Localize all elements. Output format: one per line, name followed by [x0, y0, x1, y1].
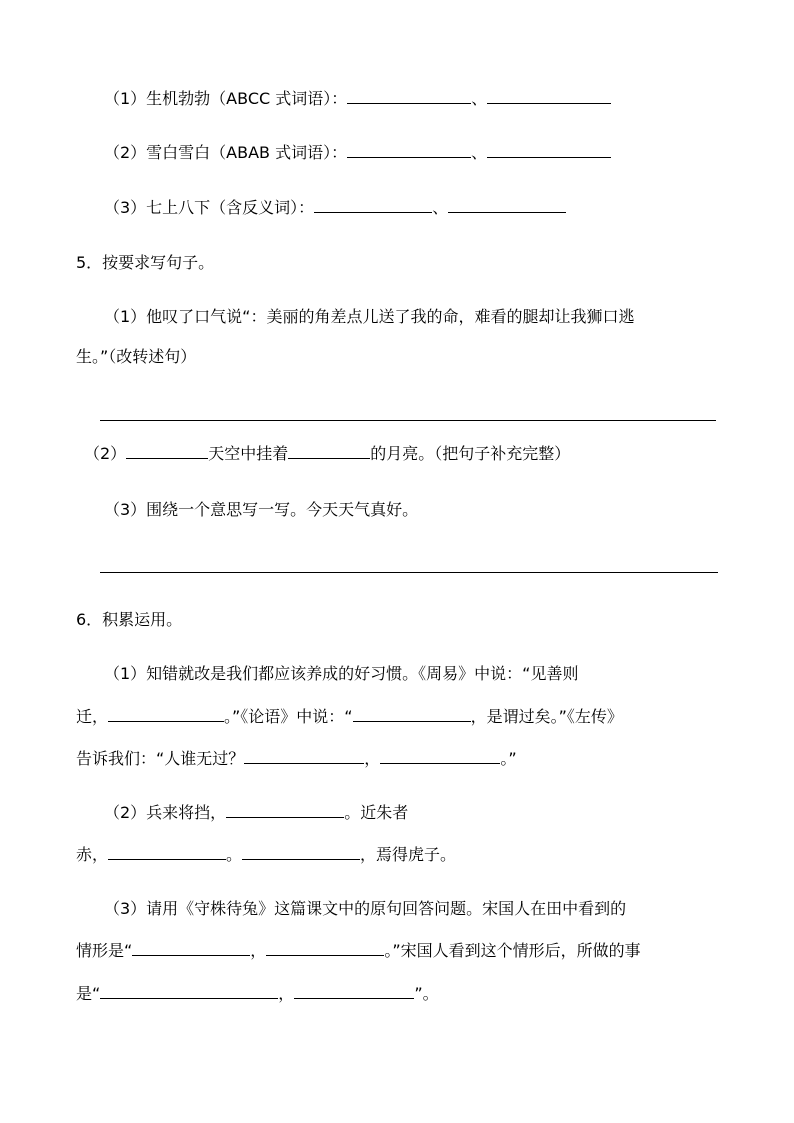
q6-item-3-line-3	[76, 983, 439, 1005]
q6-item-1-line-2	[76, 706, 623, 728]
q6-item-1-line-3	[76, 748, 517, 770]
q5-item-2	[84, 443, 570, 465]
q5-item-2-prefix: （2）	[84, 444, 127, 463]
text-fragment: ，	[250, 941, 267, 960]
text-fragment: 。	[226, 845, 243, 864]
answer-blank[interactable]	[353, 706, 471, 722]
text-fragment: 。”《论语》中说：“	[224, 707, 353, 726]
answer-blank[interactable]	[100, 983, 278, 999]
separator: 、	[471, 143, 488, 162]
answer-blank[interactable]	[347, 88, 471, 104]
q4-item-1	[104, 88, 611, 110]
q5-item-3: （3）围绕一个意思写一写。今天天气真好。	[104, 500, 419, 519]
separator: 、	[471, 89, 488, 108]
q5-title: 5．按要求写句子。	[76, 253, 215, 272]
text-fragment: （2）兵来将挡，	[104, 803, 227, 822]
text-fragment: 。近朱者	[344, 803, 409, 822]
text-fragment: ”。	[414, 984, 439, 1003]
answer-blank[interactable]	[132, 940, 250, 956]
answer-blank[interactable]	[347, 142, 471, 158]
answer-blank[interactable]	[226, 802, 344, 818]
answer-blank[interactable]	[487, 88, 611, 104]
answer-line[interactable]	[100, 572, 718, 573]
answer-blank[interactable]	[266, 940, 384, 956]
text-fragment: 情形是“	[76, 941, 133, 960]
text-fragment: ，	[278, 984, 295, 1003]
answer-line[interactable]	[100, 420, 716, 421]
answer-blank[interactable]	[294, 983, 414, 999]
answer-blank[interactable]	[288, 443, 370, 459]
answer-blank[interactable]	[448, 197, 566, 213]
q4-item-2-label: （2）雪白雪白（ABAB 式词语）：	[104, 143, 348, 162]
q5-item-1-line-1: （1）他叹了口气说“：美丽的角差点儿送了我的命，难看的腿却让我狮口逃	[104, 307, 635, 326]
q6-title: 6．积累运用。	[76, 610, 183, 629]
q5-item-2-suffix: 的月亮。（把句子补充完整）	[370, 444, 571, 463]
text-fragment: ，焉得虎子。	[360, 845, 457, 864]
answer-blank[interactable]	[487, 142, 611, 158]
q5-item-1-line-2: 生。”（改转述句）	[76, 347, 197, 366]
q4-item-3	[104, 197, 566, 219]
answer-blank[interactable]	[380, 748, 500, 764]
separator: 、	[432, 198, 449, 217]
text-fragment: 迁，	[76, 707, 109, 726]
q6-item-3-line-2	[76, 940, 641, 962]
text-fragment: ，是谓过矣。”《左传》	[470, 707, 623, 726]
answer-blank[interactable]	[244, 748, 364, 764]
q4-item-3-label: （3）七上八下（含反义词）：	[104, 198, 315, 217]
answer-blank[interactable]	[242, 844, 360, 860]
text-fragment: 是“	[76, 984, 101, 1003]
answer-blank[interactable]	[126, 443, 208, 459]
answer-blank[interactable]	[108, 844, 226, 860]
text-fragment: 告诉我们：“人谁无过？	[76, 749, 245, 768]
q6-item-2-line-1	[104, 802, 408, 824]
q4-item-1-label: （1）生机勃勃（ABCC 式词语）：	[104, 89, 348, 108]
q4-item-2	[104, 142, 611, 164]
q6-item-1-line-1: （1）知错就改是我们都应该养成的好习惯。《周易》中说：“见善则	[104, 664, 579, 683]
text-fragment: 。”	[500, 749, 517, 768]
answer-blank[interactable]	[314, 197, 432, 213]
answer-blank[interactable]	[108, 706, 224, 722]
text-fragment: 。”宋国人看到这个情形后，所做的事	[384, 941, 641, 960]
q5-item-2-mid: 天空中挂着	[208, 444, 289, 463]
text-fragment: ，	[364, 749, 381, 768]
text-fragment: 赤，	[76, 845, 109, 864]
q6-item-2-line-2	[76, 844, 456, 866]
q6-item-3-line-1: （3）请用《守株待兔》这篇课文中的原句回答问题。宋国人在田中看到的	[104, 899, 627, 918]
